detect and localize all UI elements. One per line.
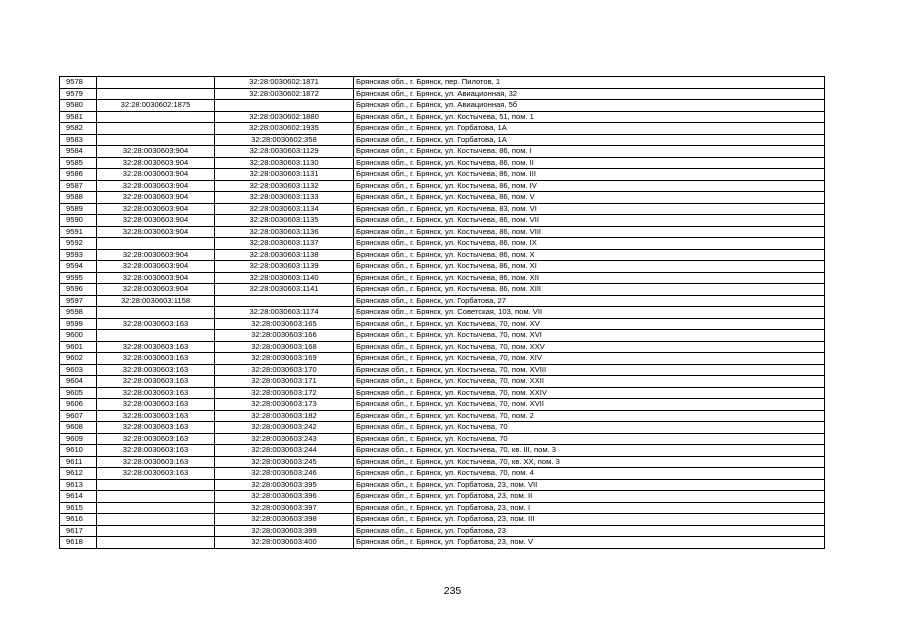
parent-cadastral-number-cell	[97, 491, 215, 503]
cadastral-number-cell: 32:28:0030603:170	[215, 364, 354, 376]
row-number-cell: 9580	[60, 100, 97, 112]
cadastral-number-cell: 32:28:0030603:165	[215, 318, 354, 330]
cadastral-number-cell: 32:28:0030603:182	[215, 410, 354, 422]
cadastral-number-cell: 32:28:0030603:398	[215, 514, 354, 526]
cadastral-number-cell: 32:28:0030603:171	[215, 376, 354, 388]
row-number-cell: 9595	[60, 272, 97, 284]
address-cell: Брянская обл., г. Брянск, ул. Горбатова, 23, пом. VII	[354, 479, 825, 491]
table-row	[60, 180, 825, 192]
row-number-cell: 9615	[60, 502, 97, 514]
row-number-cell: 9598	[60, 307, 97, 319]
address-cell: Брянская обл., г. Брянск, ул. Костычева, 70, пом. 4	[354, 468, 825, 480]
parent-cadastral-number-cell	[97, 525, 215, 537]
parent-cadastral-number-cell: 32:28:0030603:163	[97, 468, 215, 480]
parent-cadastral-number-cell: 32:28:0030603:904	[97, 169, 215, 181]
parent-cadastral-number-cell: 32:28:0030603:163	[97, 445, 215, 457]
address-cell: Брянская обл., г. Брянск, пер. Пилотов, 1	[354, 77, 825, 89]
row-number-cell: 9585	[60, 157, 97, 169]
address-cell: Брянская обл., г. Брянск, ул. Костычева, 86, пом. VIII	[354, 226, 825, 238]
address-cell: Брянская обл., г. Брянск, ул. Авиационная, 32	[354, 88, 825, 100]
address-cell: Брянская обл., г. Брянск, ул. Горбатова, 23, пом. V	[354, 537, 825, 549]
table-row	[60, 249, 825, 261]
cadastral-number-cell: 32:28:0030603:1138	[215, 249, 354, 261]
row-number-cell: 9607	[60, 410, 97, 422]
cadastral-number-cell: 32:28:0030603:399	[215, 525, 354, 537]
address-cell: Брянская обл., г. Брянск, ул. Костычева, 70, пом. XXV	[354, 341, 825, 353]
table-row	[60, 123, 825, 135]
cadastral-number-cell	[215, 100, 354, 112]
cadastral-number-cell: 32:28:0030603:1131	[215, 169, 354, 181]
address-cell: Брянская обл., г. Брянск, ул. Костычева, 70, пом. XVIII	[354, 364, 825, 376]
address-cell: Брянская обл., г. Брянск, ул. Костычева, 70, пом. XVI	[354, 330, 825, 342]
cadastral-number-cell: 32:28:0030603:169	[215, 353, 354, 365]
table-row	[60, 318, 825, 330]
address-cell: Брянская обл., г. Брянск, ул. Костычева, 70, пом. 2	[354, 410, 825, 422]
row-number-cell: 9608	[60, 422, 97, 434]
parent-cadastral-number-cell: 32:28:0030603:163	[97, 410, 215, 422]
cadastral-number-cell: 32:28:0030602:358	[215, 134, 354, 146]
table-row	[60, 203, 825, 215]
table-row	[60, 433, 825, 445]
parent-cadastral-number-cell: 32:28:0030603:904	[97, 215, 215, 227]
cadastral-number-cell: 32:28:0030603:173	[215, 399, 354, 411]
address-cell: Брянская обл., г. Брянск, ул. Костычева, 86, пом. II	[354, 157, 825, 169]
table-row	[60, 134, 825, 146]
parent-cadastral-number-cell	[97, 330, 215, 342]
table-row	[60, 307, 825, 319]
address-cell: Брянская обл., г. Брянск, ул. Горбатова, 23, пом. III	[354, 514, 825, 526]
address-cell: Брянская обл., г. Брянск, ул. Костычева, 86, пом. VII	[354, 215, 825, 227]
parent-cadastral-number-cell: 32:28:0030603:163	[97, 376, 215, 388]
table-row	[60, 77, 825, 89]
table-row	[60, 376, 825, 388]
cadastral-number-cell: 32:28:0030603:395	[215, 479, 354, 491]
address-cell: Брянская обл., г. Брянск, ул. Костычева, 70, пом. XVII	[354, 399, 825, 411]
row-number-cell: 9581	[60, 111, 97, 123]
address-cell: Брянская обл., г. Брянск, ул. Горбатова, 1А	[354, 123, 825, 135]
address-cell: Брянская обл., г. Брянск, ул. Костычева, 86, пом. V	[354, 192, 825, 204]
address-cell: Брянская обл., г. Брянск, ул. Горбатова, 23, пом. II	[354, 491, 825, 503]
address-cell: Брянская обл., г. Брянск, ул. Горбатова, 23	[354, 525, 825, 537]
cadastral-number-cell	[215, 295, 354, 307]
row-number-cell: 9600	[60, 330, 97, 342]
cadastral-number-cell: 32:28:0030603:396	[215, 491, 354, 503]
cadastral-number-cell: 32:28:0030603:1132	[215, 180, 354, 192]
table-row	[60, 192, 825, 204]
table-row	[60, 353, 825, 365]
row-number-cell: 9583	[60, 134, 97, 146]
row-number-cell: 9592	[60, 238, 97, 250]
address-cell: Брянская обл., г. Брянск, ул. Костычева, 86, пом. XII	[354, 272, 825, 284]
parent-cadastral-number-cell: 32:28:0030603:904	[97, 180, 215, 192]
table-row	[60, 422, 825, 434]
address-cell: Брянская обл., г. Брянск, ул. Костычева, 86, пом. XIII	[354, 284, 825, 296]
cadastral-number-cell: 32:28:0030603:243	[215, 433, 354, 445]
parent-cadastral-number-cell: 32:28:0030603:904	[97, 146, 215, 158]
table-row	[60, 111, 825, 123]
address-cell: Брянская обл., г. Брянск, ул. Горбатова, 27	[354, 295, 825, 307]
parent-cadastral-number-cell: 32:28:0030603:163	[97, 422, 215, 434]
row-number-cell: 9589	[60, 203, 97, 215]
table-row	[60, 456, 825, 468]
address-cell: Брянская обл., г. Брянск, ул. Костычева, 86, пом. IX	[354, 238, 825, 250]
row-number-cell: 9618	[60, 537, 97, 549]
parent-cadastral-number-cell	[97, 111, 215, 123]
table-row	[60, 445, 825, 457]
cadastral-number-cell: 32:28:0030603:1130	[215, 157, 354, 169]
parent-cadastral-number-cell	[97, 514, 215, 526]
cadastral-number-cell: 32:28:0030603:1174	[215, 307, 354, 319]
table-row	[60, 341, 825, 353]
table-row	[60, 364, 825, 376]
address-cell: Брянская обл., г. Брянск, ул. Костычева, 86, пом. I	[354, 146, 825, 158]
row-number-cell: 9597	[60, 295, 97, 307]
registry-table	[59, 76, 825, 549]
address-cell: Брянская обл., г. Брянск, ул. Костычева, 51, пом. 1	[354, 111, 825, 123]
address-cell: Брянская обл., г. Брянск, ул. Костычева, 70, кв. III, пом. 3	[354, 445, 825, 457]
table-row	[60, 399, 825, 411]
table-row	[60, 226, 825, 238]
parent-cadastral-number-cell	[97, 238, 215, 250]
parent-cadastral-number-cell: 32:28:0030603:1158	[97, 295, 215, 307]
row-number-cell: 9586	[60, 169, 97, 181]
row-number-cell: 9603	[60, 364, 97, 376]
address-cell: Брянская обл., г. Брянск, ул. Горбатова, 1А	[354, 134, 825, 146]
row-number-cell: 9612	[60, 468, 97, 480]
address-cell: Брянская обл., г. Брянск, ул. Горбатова, 23, пом. I	[354, 502, 825, 514]
cadastral-number-cell: 32:28:0030603:172	[215, 387, 354, 399]
parent-cadastral-number-cell: 32:28:0030603:904	[97, 261, 215, 273]
row-number-cell: 9599	[60, 318, 97, 330]
cadastral-number-cell: 32:28:0030603:1129	[215, 146, 354, 158]
registry-table-body	[60, 77, 825, 549]
cadastral-number-cell: 32:28:0030603:1136	[215, 226, 354, 238]
row-number-cell: 9587	[60, 180, 97, 192]
row-number-cell: 9593	[60, 249, 97, 261]
table-row	[60, 169, 825, 181]
address-cell: Брянская обл., г. Брянск, ул. Костычева, 70, пом. XXIV	[354, 387, 825, 399]
table-row	[60, 502, 825, 514]
address-cell: Брянская обл., г. Брянск, ул. Костычева, 70, пом. XXII	[354, 376, 825, 388]
parent-cadastral-number-cell: 32:28:0030603:904	[97, 157, 215, 169]
table-row	[60, 284, 825, 296]
parent-cadastral-number-cell: 32:28:0030602:1875	[97, 100, 215, 112]
row-number-cell: 9604	[60, 376, 97, 388]
parent-cadastral-number-cell: 32:28:0030603:163	[97, 387, 215, 399]
table-row	[60, 491, 825, 503]
table-row	[60, 479, 825, 491]
table-row	[60, 514, 825, 526]
parent-cadastral-number-cell	[97, 123, 215, 135]
address-cell: Брянская обл., г. Брянск, ул. Костычева, 86, пом. IV	[354, 180, 825, 192]
row-number-cell: 9606	[60, 399, 97, 411]
cadastral-number-cell: 32:28:0030603:1140	[215, 272, 354, 284]
parent-cadastral-number-cell: 32:28:0030603:904	[97, 203, 215, 215]
parent-cadastral-number-cell: 32:28:0030603:904	[97, 226, 215, 238]
parent-cadastral-number-cell	[97, 502, 215, 514]
table-row	[60, 272, 825, 284]
parent-cadastral-number-cell	[97, 479, 215, 491]
parent-cadastral-number-cell: 32:28:0030603:904	[97, 284, 215, 296]
cadastral-number-cell: 32:28:0030603:1134	[215, 203, 354, 215]
table-row	[60, 537, 825, 549]
address-cell: Брянская обл., г. Брянск, ул. Костычева, 70	[354, 433, 825, 445]
table-row	[60, 157, 825, 169]
page-number: 235	[443, 585, 462, 597]
address-cell: Брянская обл., г. Брянск, ул. Костычева, 70, пом. XV	[354, 318, 825, 330]
cadastral-number-cell: 32:28:0030603:1133	[215, 192, 354, 204]
parent-cadastral-number-cell	[97, 77, 215, 89]
parent-cadastral-number-cell: 32:28:0030603:163	[97, 341, 215, 353]
cadastral-number-cell: 32:28:0030603:400	[215, 537, 354, 549]
row-number-cell: 9602	[60, 353, 97, 365]
table-row	[60, 100, 825, 112]
address-cell: Брянская обл., г. Брянск, ул. Костычева, 83, пом. VI	[354, 203, 825, 215]
row-number-cell: 9611	[60, 456, 97, 468]
cadastral-number-cell: 32:28:0030603:244	[215, 445, 354, 457]
cadastral-number-cell: 32:28:0030603:168	[215, 341, 354, 353]
cadastral-number-cell: 32:28:0030603:1139	[215, 261, 354, 273]
row-number-cell: 9609	[60, 433, 97, 445]
parent-cadastral-number-cell: 32:28:0030603:163	[97, 433, 215, 445]
table-row	[60, 410, 825, 422]
parent-cadastral-number-cell	[97, 134, 215, 146]
cadastral-number-cell: 32:28:0030602:1880	[215, 111, 354, 123]
row-number-cell: 9605	[60, 387, 97, 399]
address-cell: Брянская обл., г. Брянск, ул. Авиационная, 5б	[354, 100, 825, 112]
table-row	[60, 525, 825, 537]
parent-cadastral-number-cell	[97, 307, 215, 319]
row-number-cell: 9588	[60, 192, 97, 204]
parent-cadastral-number-cell: 32:28:0030603:904	[97, 249, 215, 261]
cadastral-number-cell: 32:28:0030603:1137	[215, 238, 354, 250]
table-row	[60, 295, 825, 307]
row-number-cell: 9596	[60, 284, 97, 296]
table-row	[60, 215, 825, 227]
parent-cadastral-number-cell	[97, 537, 215, 549]
cadastral-number-cell: 32:28:0030603:1135	[215, 215, 354, 227]
row-number-cell: 9614	[60, 491, 97, 503]
cadastral-number-cell: 32:28:0030602:1935	[215, 123, 354, 135]
row-number-cell: 9594	[60, 261, 97, 273]
parent-cadastral-number-cell	[97, 88, 215, 100]
row-number-cell: 9613	[60, 479, 97, 491]
table-row	[60, 146, 825, 158]
row-number-cell: 9582	[60, 123, 97, 135]
parent-cadastral-number-cell: 32:28:0030603:163	[97, 364, 215, 376]
row-number-cell: 9610	[60, 445, 97, 457]
address-cell: Брянская обл., г. Брянск, ул. Костычева, 86, пом. X	[354, 249, 825, 261]
address-cell: Брянская обл., г. Брянск, ул. Костычева, 86, пом. III	[354, 169, 825, 181]
parent-cadastral-number-cell: 32:28:0030603:163	[97, 456, 215, 468]
row-number-cell: 9591	[60, 226, 97, 238]
table-row	[60, 238, 825, 250]
row-number-cell: 9616	[60, 514, 97, 526]
parent-cadastral-number-cell: 32:28:0030603:904	[97, 272, 215, 284]
row-number-cell: 9601	[60, 341, 97, 353]
row-number-cell: 9617	[60, 525, 97, 537]
address-cell: Брянская обл., г. Брянск, ул. Костычева, 70, кв. XX, пом. 3	[354, 456, 825, 468]
address-cell: Брянская обл., г. Брянск, ул. Советская, 103, пом. VII	[354, 307, 825, 319]
row-number-cell: 9579	[60, 88, 97, 100]
table-row	[60, 387, 825, 399]
table-row	[60, 88, 825, 100]
table-row	[60, 468, 825, 480]
cadastral-number-cell: 32:28:0030603:397	[215, 502, 354, 514]
cadastral-number-cell: 32:28:0030602:1871	[215, 77, 354, 89]
table-row	[60, 330, 825, 342]
row-number-cell: 9578	[60, 77, 97, 89]
cadastral-number-cell: 32:28:0030603:246	[215, 468, 354, 480]
table-row	[60, 261, 825, 273]
cadastral-number-cell: 32:28:0030602:1872	[215, 88, 354, 100]
address-cell: Брянская обл., г. Брянск, ул. Костычева, 86, пом. XI	[354, 261, 825, 273]
cadastral-number-cell: 32:28:0030603:242	[215, 422, 354, 434]
parent-cadastral-number-cell: 32:28:0030603:163	[97, 318, 215, 330]
parent-cadastral-number-cell: 32:28:0030603:904	[97, 192, 215, 204]
parent-cadastral-number-cell: 32:28:0030603:163	[97, 399, 215, 411]
cadastral-number-cell: 32:28:0030603:166	[215, 330, 354, 342]
cadastral-number-cell: 32:28:0030603:1141	[215, 284, 354, 296]
parent-cadastral-number-cell: 32:28:0030603:163	[97, 353, 215, 365]
row-number-cell: 9584	[60, 146, 97, 158]
address-cell: Брянская обл., г. Брянск, ул. Костычева, 70	[354, 422, 825, 434]
cadastral-number-cell: 32:28:0030603:245	[215, 456, 354, 468]
row-number-cell: 9590	[60, 215, 97, 227]
address-cell: Брянская обл., г. Брянск, ул. Костычева, 70, пом. XIV	[354, 353, 825, 365]
